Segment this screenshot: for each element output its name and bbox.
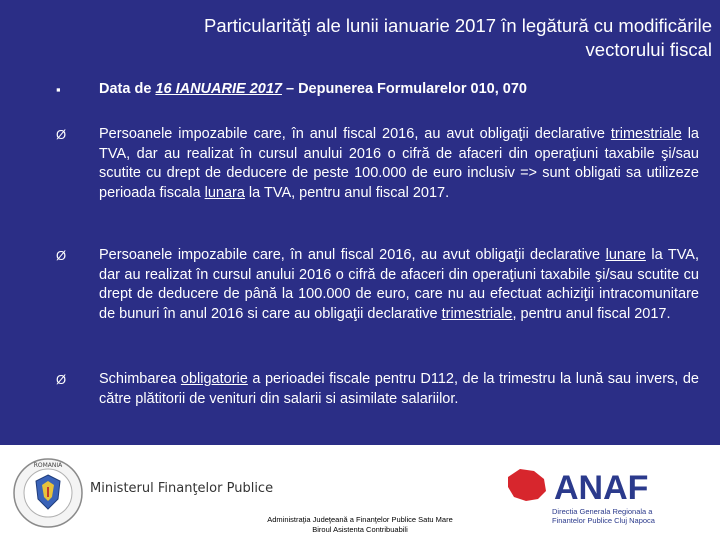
arrow-bullet-icon: Ø bbox=[56, 372, 67, 387]
bullet-text-part: la TVA, dar au realizat în cursul anului 2016 o cifră de afaceri din operaţiuni taxabile şi/sau scutite cu drept de deducere de până la 100.000 de euro, care nu au efectuat achiziţii intracomunitare de bunuri în anul 2016 si care au obligaţii declarative bbox=[99, 247, 699, 322]
bullet-text-part: Schimbarea bbox=[99, 371, 181, 387]
title-line-2: vectorului fiscal bbox=[585, 39, 712, 60]
administration-name: Administraţia Judeţeană a Finanţelor Publice Satu Mare bbox=[267, 515, 453, 524]
ministry-name: Ministerul Finanţelor Publice bbox=[90, 481, 274, 496]
bullet-text-part: Persoanele impozabile care, în anul fiscal 2016, au avut obligaţii declarative bbox=[99, 126, 611, 142]
bullet-text-part: , pentru anul fiscal 2017. bbox=[512, 305, 671, 322]
administration-info bbox=[240, 515, 480, 535]
bullet-text bbox=[99, 125, 699, 203]
bullet-text-part: la TVA, dar au realizat în cursul anului 2016 o cifră de afaceri din operaţiuni taxabile şi/sau scutite cu drept de deducere de peste 100.000 de euro inclusiv => sunt obligati sa utilizeze perioada fiscala bbox=[99, 126, 699, 201]
anaf-caption: Directia Generala Regionala a Finantelor Publice Cluj Napoca bbox=[552, 507, 655, 525]
bullet-underlined-term: lunare bbox=[605, 247, 646, 263]
arrow-bullet-icon: Ø bbox=[56, 127, 67, 142]
bullet-underlined-term: lunara bbox=[204, 184, 245, 201]
arrow-bullet-icon: Ø bbox=[56, 248, 67, 263]
slide-title bbox=[72, 14, 712, 62]
bullet-text bbox=[99, 246, 699, 324]
square-bullet-icon: ▪ bbox=[56, 82, 61, 97]
anaf-logo-text: ANAF bbox=[554, 469, 649, 507]
bullet-underlined-term: trimestriale bbox=[610, 126, 682, 142]
bullet-underlined-term: trimestriale bbox=[441, 305, 513, 322]
romania-coat-of-arms-icon bbox=[12, 457, 84, 529]
bullet-text-part: la TVA, pentru anul fiscal 2017. bbox=[244, 184, 450, 201]
bullet-text-part: – Depunerea Formularelor 010, 070 bbox=[281, 81, 527, 97]
title-line-1: Particularităţi ale lunii ianuarie 2017 în legătură cu modificările bbox=[203, 15, 712, 36]
bullet-text bbox=[99, 370, 699, 409]
seal-label: ROMANIA bbox=[33, 462, 63, 469]
bullet-text-part: a perioadei fiscale pentru D112, de la trimestru la lună sau invers, de către plătitorii de venituri din salarii si asimilate salariilor. bbox=[99, 371, 699, 407]
office-name: Biroul Asistenta Contribuabili bbox=[312, 525, 408, 534]
slide-footer bbox=[0, 445, 720, 540]
bullet-text bbox=[99, 80, 699, 100]
romania-map-icon bbox=[508, 469, 546, 501]
bullet-text-part: Data de bbox=[99, 81, 156, 97]
bullet-date: 16 IANUARIE 2017 bbox=[155, 81, 282, 97]
bullet-underlined-term: obligatorie bbox=[180, 371, 248, 387]
bullet-text-part: Persoanele impozabile care, în anul fiscal 2016, au avut obligaţii declarative bbox=[99, 247, 606, 263]
